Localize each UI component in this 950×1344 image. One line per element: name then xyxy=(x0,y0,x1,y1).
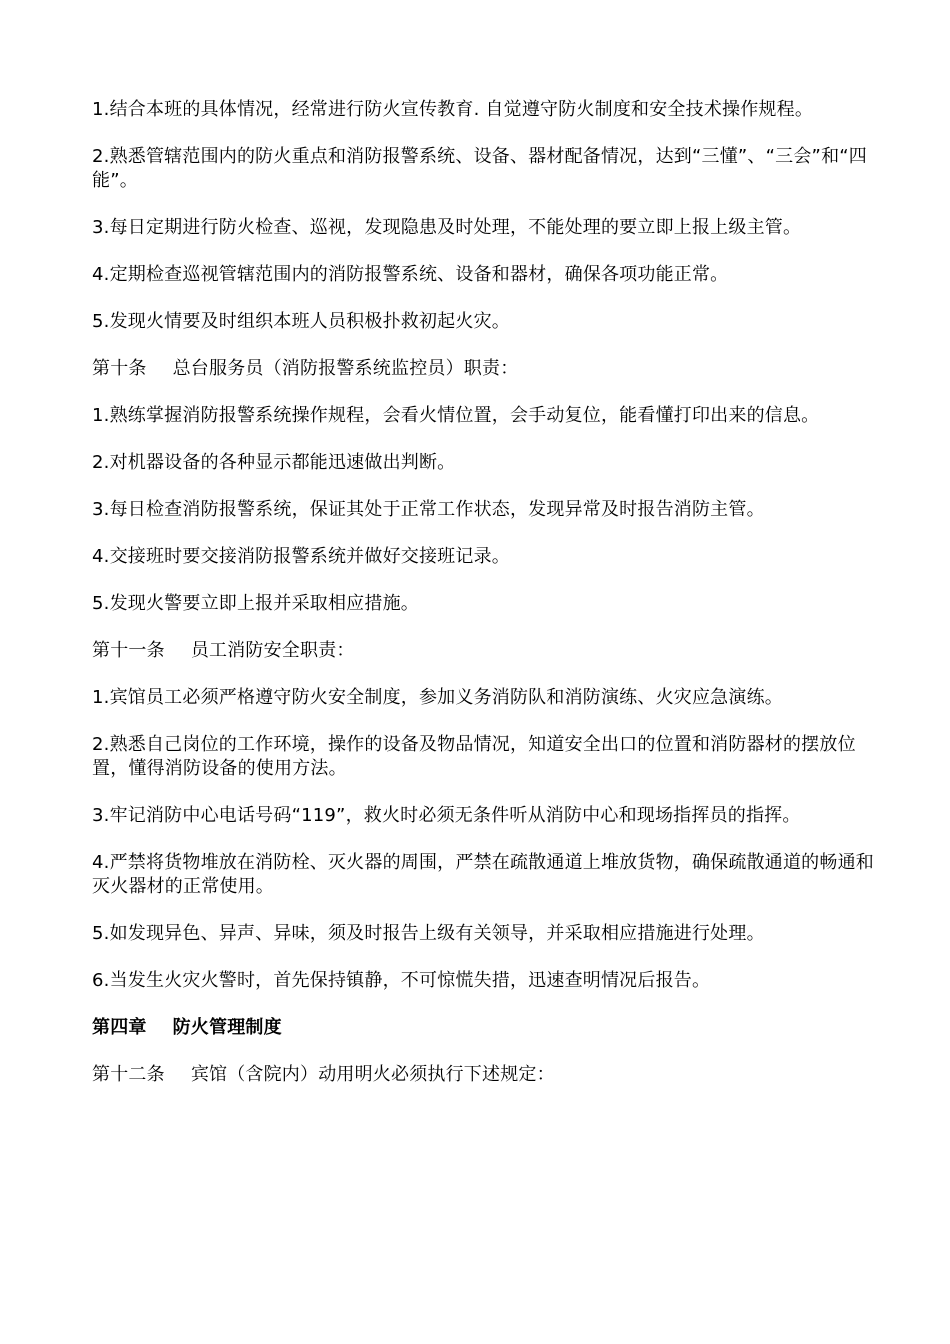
chapter-label: 第四章 xyxy=(92,1017,147,1038)
paragraph-5: 5.发现火情要及时组织本班人员积极扑救初起火灾。 xyxy=(92,311,510,332)
paragraph-4: 4.定期检查巡视管辖范围内的消防报警系统、设备和器材，确保各项功能正常。 xyxy=(92,264,729,285)
paragraph-1: 1.结合本班的具体情况，经常进行防火宣传教育. 自觉遵守防火制度和安全技术操作规程。 xyxy=(92,99,814,120)
article-label: 第十二条 xyxy=(92,1064,165,1085)
article-text: 总台服务员（消防报警系统监控员）职责： xyxy=(172,358,519,379)
paragraph-10: 4.交接班时要交接消防报警系统并做好交接班记录。 xyxy=(92,546,510,567)
paragraph-17: 5.如发现异色、异声、异味，须及时报告上级有关领导，并采取相应措施进行处理。 xyxy=(92,923,765,944)
paragraph-9: 3.每日检查消防报警系统，保证其处于正常工作状态，发现异常及时报告消防主管。 xyxy=(92,499,765,520)
paragraph-11: 5.发现火警要立即上报并采取相应措施。 xyxy=(92,593,419,614)
article-11-title xyxy=(92,639,892,663)
paragraph-16: 4.严禁将货物堆放在消防栓、灭火器的周围，严禁在疏散通道上堆放货物，确保疏散通道的畅通和灭火器材的正常使用。 xyxy=(92,852,874,897)
paragraph-3: 3.每日定期进行防火检查、巡视，发现隐患及时处理，不能处理的要立即上报上级主管。 xyxy=(92,217,802,238)
article-label: 第十一条 xyxy=(92,640,165,661)
article-text: 宾馆（含院内）动用明火必须执行下述规定： xyxy=(190,1064,555,1085)
document-page xyxy=(92,98,892,1110)
paragraph-8: 2.对机器设备的各种显示都能迅速做出判断。 xyxy=(92,452,456,473)
article-label: 第十条 xyxy=(92,358,147,379)
paragraph-13: 1.宾馆员工必须严格遵守防火安全制度，参加义务消防队和消防演练、火灾应急演练。 xyxy=(92,687,783,708)
paragraph-7: 1.熟练掌握消防报警系统操作规程，会看火情位置，会手动复位，能看懂打印出来的信息。 xyxy=(92,405,820,426)
paragraph-18: 6.当发生火灾火警时，首先保持镇静，不可惊慌失措，迅速查明情况后报告。 xyxy=(92,970,711,991)
paragraph-15: 3.牢记消防中心电话号码“119”，救火时必须无条件听从消防中心和现场指挥员的指挥。 xyxy=(92,805,801,826)
paragraph-2: 2.熟悉管辖范围内的防火重点和消防报警系统、设备、器材配备情况，达到“三懂”、“三会”和“四能”。 xyxy=(92,146,867,191)
paragraph-14: 2.熟悉自己岗位的工作环境，操作的设备及物品情况，知道安全出口的位置和消防器材的摆放位置，懂得消防设备的使用方法。 xyxy=(92,734,856,779)
article-10-title xyxy=(92,357,892,381)
chapter-title: 防火管理制度 xyxy=(172,1017,282,1038)
article-12-title xyxy=(92,1063,892,1087)
article-text: 员工消防安全职责： xyxy=(190,640,355,661)
chapter-4-heading xyxy=(92,1016,892,1040)
